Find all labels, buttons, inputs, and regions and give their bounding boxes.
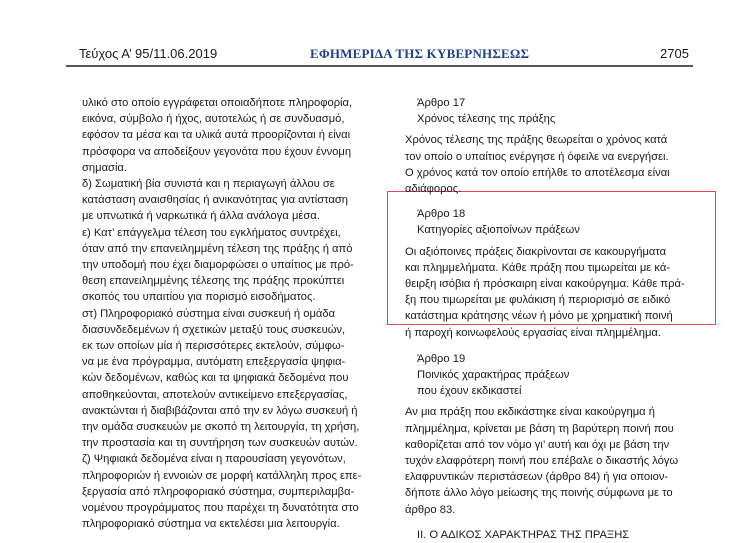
text-line: με υπνωτικά ή ναρκωτικά ή άλλα ανάλογα μέσα. bbox=[82, 210, 320, 223]
article-18-body bbox=[389, 244, 697, 341]
paragraph-e bbox=[66, 225, 372, 306]
text-line: καθορίζεται από τον νόμο γι’ αυτή και όχι με βάση την bbox=[405, 438, 670, 451]
text-line: κών δεδομένων, καθώς και τα ψηφιακά δεδομένα που bbox=[82, 372, 349, 385]
issue-label: Τεύχος Α’ 95/11.06.2019 bbox=[79, 46, 218, 61]
gazette-title: ΕΦΗΜΕΡΙΔΑ ΤΗΣ ΚΥΒΕΡΝΗΣΕΩΣ bbox=[310, 46, 530, 61]
text-line: και πλημμελήματα. Κάθε πράξη που τιμωρείται με κά- bbox=[405, 261, 671, 274]
text-line: εικόνα, σύμβολο ή ήχος, αυτοτελώς ή σε συνδυασμό, bbox=[82, 113, 345, 126]
article-17-title: Χρόνος τέλεσης της πράξης bbox=[417, 113, 556, 126]
text-line: κατάσταση αναισθησίας ή ανικανότητας για αντίσταση bbox=[82, 194, 348, 207]
article-19-number: Άρθρο 19 bbox=[417, 352, 466, 365]
text-line: στ) Πληροφοριακό σύστημα είναι συσκευή ή ομάδα bbox=[82, 307, 336, 320]
text-line: ζ) Ψηφιακά δεδομένα είναι η παρουσίαση γεγονότων, bbox=[82, 453, 346, 466]
article-17-body bbox=[389, 132, 697, 197]
paragraph-d bbox=[66, 176, 372, 225]
header-rule bbox=[66, 65, 693, 67]
text-line: δήποτε άλλο λόγο μείωσης της ποινής σύμφωνα με το bbox=[405, 487, 673, 500]
text-line: τυχόν ελαφρότερη ποινή που επέβαλε ο δικαστής λόγω bbox=[405, 455, 679, 468]
text-line: σκοπός του υπαιτίου για πορισμό εισοδήματος. bbox=[82, 291, 316, 304]
title-line: Ποινικός χαρακτήρας πράξεων bbox=[417, 369, 570, 382]
left-column bbox=[66, 95, 372, 532]
text-line: πληροφοριακό σύστημα να εκτελέσει μια λειτουργία. bbox=[82, 518, 340, 531]
text-line: να με ένα πρόγραμμα, αυτόματη επεξεργασία ψηφια- bbox=[82, 356, 346, 369]
paragraph-st bbox=[66, 306, 372, 452]
page-number: 2705 bbox=[660, 46, 689, 61]
text-line: ξη που τιμωρείται με φυλάκιση ή περιορισμό σε ειδικό bbox=[405, 294, 671, 307]
text-line: αποθηκεύονται, αποτελούν αντικείμενο επεξεργασίας, bbox=[82, 388, 348, 401]
article-19-title bbox=[389, 367, 697, 399]
text-line: πλημμέλημα, κρίνεται με βάση τη βαρύτερη ποινή που bbox=[405, 422, 674, 435]
text-line: την προστασία και τη συντήρηση των συσκευών αυτών. bbox=[82, 437, 358, 450]
text-line: ξεργασία από πληροφοριακό σύστημα, συμπεριλαμβα- bbox=[82, 485, 355, 498]
text-line: θεση επανειλημμένης τέλεσης της πράξης προκύπτει bbox=[82, 275, 345, 288]
text-line: Αν μια πράξη που εκδικάστηκε είναι κακούργημα ή bbox=[405, 406, 655, 419]
text-line: υλικό στο οποίο εγγράφεται οποιαδήποτε πληροφορία, bbox=[82, 97, 353, 109]
right-column bbox=[389, 95, 697, 543]
text-line: αδιάφορος. bbox=[405, 183, 462, 196]
text-line: θειρξη ισόβια ή πρόσκαιρη είναι κακούργημα. Κάθε πρά- bbox=[405, 278, 685, 291]
text-line: τον οποίο ο υπαίτιος ενέργησε ή όφειλε να ενεργήσει. bbox=[405, 150, 669, 163]
text-line: Οι αξιόποινες πράξεις διακρίνονται σε κακουργήματα bbox=[405, 245, 667, 258]
text-line: ή παροχή κοινωφελούς εργασίας είναι πλημμέλημα. bbox=[405, 326, 661, 339]
text-line: την υποδομή που έχει διαμορφώσει ο υπαίτιος με πρό- bbox=[82, 259, 354, 272]
article-17-number: Άρθρο 17 bbox=[417, 97, 466, 109]
title-line: που έχουν εκδικαστεί bbox=[417, 385, 522, 398]
text-line: πληροφοριών ή εννοιών σε μορφή κατάλληλη προς επε- bbox=[82, 469, 362, 482]
text-line: την ομάδα συσκευών με σκοπό τη λειτουργία, τη χρήση, bbox=[82, 421, 360, 434]
text-line: νομένου προγράμματος που παρέχει τη δυνατότητα στο bbox=[82, 502, 359, 515]
article-18-title: Κατηγορίες αξιοποίνων πράξεων bbox=[417, 224, 580, 237]
text-line: πρόσφορα να αποδείξουν γεγονότα που έχουν έννομη bbox=[82, 145, 352, 158]
text-line: ε) Κατ’ επάγγελμα τέλεση του εγκλήματος συντρέχει, bbox=[82, 226, 341, 239]
text-line: Ο χρόνος κατά τον οποίο επήλθε το αποτέλεσμα είναι bbox=[405, 166, 670, 179]
text-line: σημασία. bbox=[82, 161, 128, 174]
paragraph-z bbox=[66, 451, 372, 532]
text-line: Χρόνος τέλεσης της πράξης θεωρείται ο χρόνος κατά bbox=[405, 134, 668, 147]
text-line: άρθρο 83. bbox=[405, 503, 456, 516]
article-18-number: Άρθρο 18 bbox=[417, 208, 466, 221]
text-line: κατάστημα κράτησης νέων ή μόνο με χρηματική ποινή bbox=[405, 310, 673, 323]
text-line: διασυνδεδεμένων ή σχετικών μεταξύ τους συσκευών, bbox=[82, 323, 346, 336]
text-line: εκ των οποίων μία ή περισσότερες εκτελούν, σύμφω- bbox=[82, 340, 345, 353]
text-line: ανακτώνται ή διαβιβάζονται από την εν λόγω συσκευή ή bbox=[82, 404, 358, 417]
text-line: όταν από την επανειλημμένη τέλεση της πράξης ή από bbox=[82, 242, 353, 255]
article-19-body bbox=[389, 404, 697, 517]
text-line: δ) Σωματική βία συνιστά και η περιαγωγή άλλου σε bbox=[82, 178, 335, 191]
text-line: ελαφρυντικών περιστάσεων (άρθρο 84) ή για οποιον- bbox=[405, 471, 669, 484]
section-heading: ΙΙ. Ο ΑΔΙΚΟΣ ΧΑΡΑΚΤΗΡΑΣ ΤΗΣ ΠΡΑΞΗΣ bbox=[417, 528, 630, 541]
paragraph-material bbox=[66, 95, 372, 176]
text-line: εφόσον τα μέσα και τα υλικά αυτά προορίζονται ή είναι bbox=[82, 129, 351, 142]
